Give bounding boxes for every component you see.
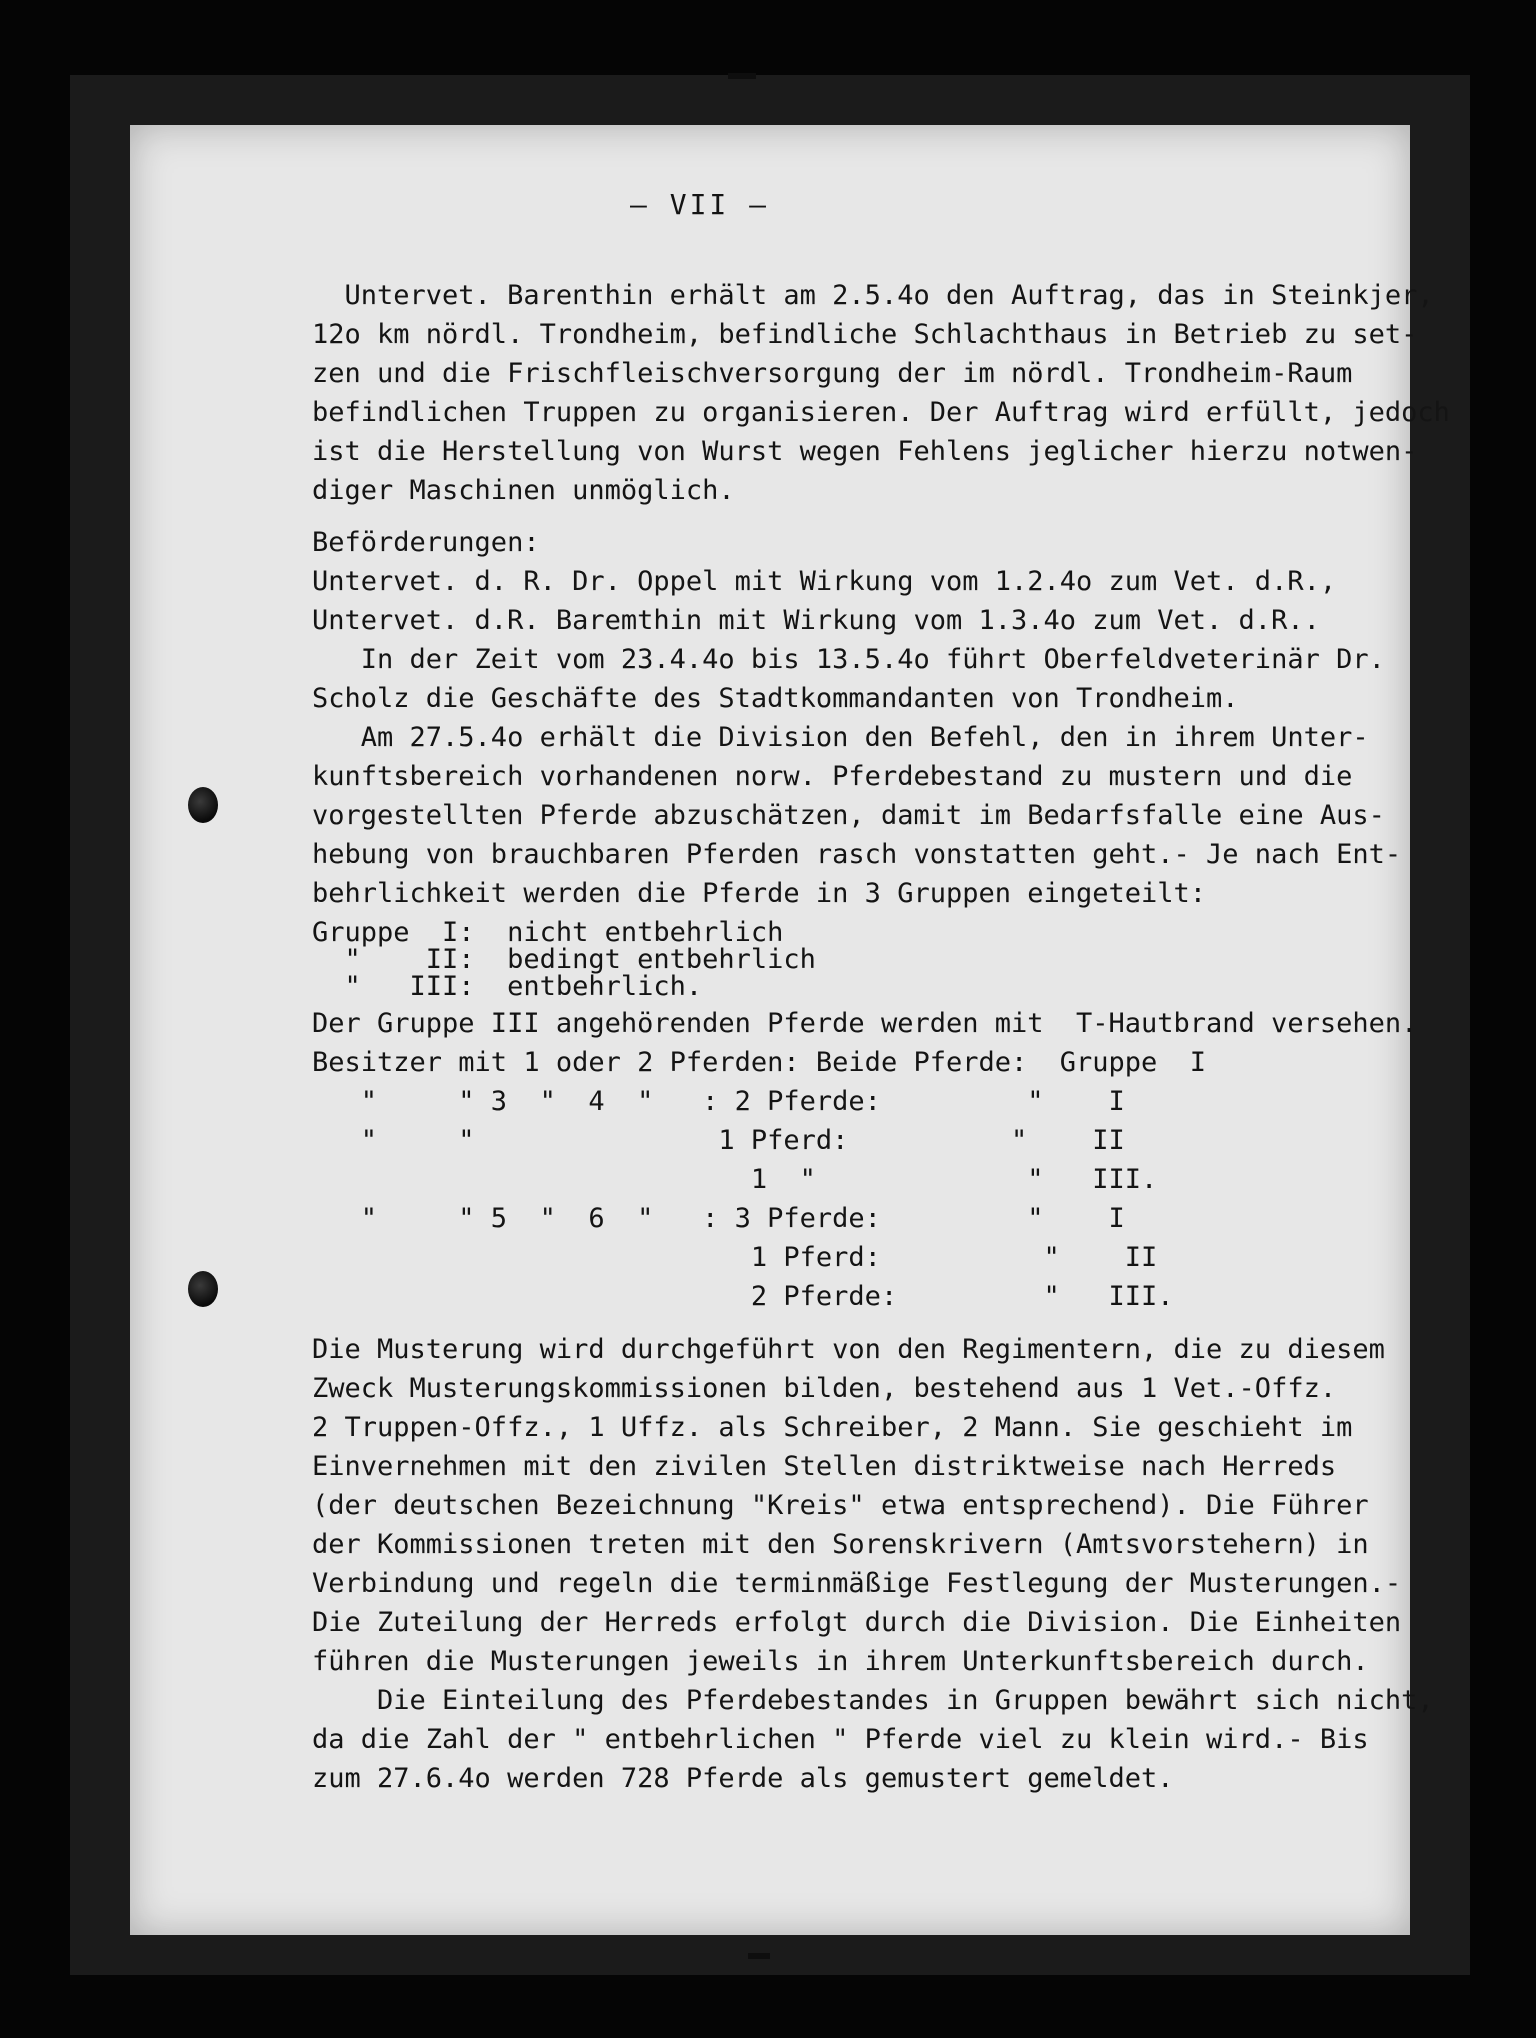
text-line: In der Zeit vom 23.4.4o bis 13.5.4o führt Oberfeldveterinär Dr. <box>312 644 1385 675</box>
text-line: hebung von brauchbaren Pferden rasch vonstatten geht.- Je nach Ent- <box>312 839 1402 870</box>
text-line: 1 " " III. <box>312 1164 1158 1195</box>
text-line: Verbindung und regeln die terminmäßige Festlegung der Musterungen.- <box>312 1568 1402 1599</box>
text-line: der Kommissionen treten mit den Sorenskrivern (Amtsvorstehern) in <box>312 1529 1369 1560</box>
text-line: diger Maschinen unmöglich. <box>312 475 735 506</box>
text-line: Untervet. d. R. Dr. Oppel mit Wirkung vom 1.2.4o zum Vet. d.R., <box>312 566 1337 597</box>
text-line: Zweck Musterungskommissionen bilden, bestehend aus 1 Vet.-Offz. <box>312 1373 1337 1404</box>
film-edge-mark-top <box>728 73 756 79</box>
text-line: " " 5 " 6 " : 3 Pferde: " I <box>312 1203 1125 1234</box>
document-body <box>130 125 1450 1794</box>
text-line: 12o km nördl. Trondheim, befindliche Schlachthaus in Betrieb zu set- <box>312 319 1418 350</box>
text-line: Einvernehmen mit den zivilen Stellen distriktweise nach Herreds <box>312 1451 1337 1482</box>
text-line: " " 1 Pferd: " II <box>312 1125 1125 1156</box>
document-page <box>130 125 1450 1935</box>
text-line: behrlichkeit werden die Pferde in 3 Gruppen eingeteilt: <box>312 878 1207 909</box>
text-line: " II: bedingt entbehrlich <box>312 944 816 975</box>
text-line: befindlichen Truppen zu organisieren. Der Auftrag wird erfüllt, jedoch <box>312 397 1450 428</box>
text-line: Die Zuteilung der Herreds erfolgt durch die Division. Die Einheiten <box>312 1607 1402 1638</box>
page-heading: — VII — <box>630 188 770 221</box>
text-line: kunftsbereich vorhandenen norw. Pferdebestand zu mustern und die <box>312 761 1353 792</box>
text-line: ist die Herstellung von Wurst wegen Fehlens jeglicher hierzu notwen- <box>312 436 1418 467</box>
text-line: Die Einteilung des Pferdebestandes in Gruppen bewährt sich nicht, <box>312 1685 1434 1716</box>
text-line: (der deutschen Bezeichnung "Kreis" etwa entsprechend). Die Führer <box>312 1490 1369 1521</box>
text-line: " III: entbehrlich. <box>312 971 703 1002</box>
text-line: Besitzer mit 1 oder 2 Pferden: Beide Pferde: Gruppe I <box>312 1047 1207 1078</box>
text-line: " " 3 " 4 " : 2 Pferde: " I <box>312 1086 1125 1117</box>
film-edge-mark-bottom <box>748 1953 770 1959</box>
text-line: Der Gruppe III angehörenden Pferde werden mit T-Hautbrand versehen. <box>312 1008 1418 1039</box>
text-line: Am 27.5.4o erhält die Division den Befehl, den in ihrem Unter- <box>312 722 1369 753</box>
text-line: 1 Pferd: " II <box>312 1242 1158 1273</box>
text-line: 2 Truppen-Offz., 1 Uffz. als Schreiber, 2 Mann. Sie geschieht im <box>312 1412 1353 1443</box>
text-line: Gruppe I: nicht entbehrlich <box>312 917 784 948</box>
text-line: 2 Pferde: " III. <box>312 1281 1174 1312</box>
text-line: führen die Musterungen jeweils in ihrem Unterkunftsbereich durch. <box>312 1646 1369 1677</box>
text-line: da die Zahl der " entbehrlichen " Pferde viel zu klein wird.- Bis <box>312 1724 1369 1755</box>
text-line: zum 27.6.4o werden 728 Pferde als gemustert gemeldet. <box>312 1763 1174 1794</box>
text-line: Untervet. Barenthin erhält am 2.5.4o den Auftrag, das in Steinkjer, <box>312 280 1434 311</box>
text-line: Beförderungen: <box>312 527 540 558</box>
text-line: vorgestellten Pferde abzuschätzen, damit im Bedarfsfalle eine Aus- <box>312 800 1385 831</box>
text-line: Untervet. d.R. Baremthin mit Wirkung vom 1.3.4o zum Vet. d.R.. <box>312 605 1320 636</box>
text-line: Die Musterung wird durchgeführt von den Regimentern, die zu diesem <box>312 1334 1385 1365</box>
text-line: Scholz die Geschäfte des Stadtkommandanten von Trondheim. <box>312 683 1239 714</box>
text-line: zen und die Frischfleischversorgung der im nördl. Trondheim-Raum <box>312 358 1353 389</box>
